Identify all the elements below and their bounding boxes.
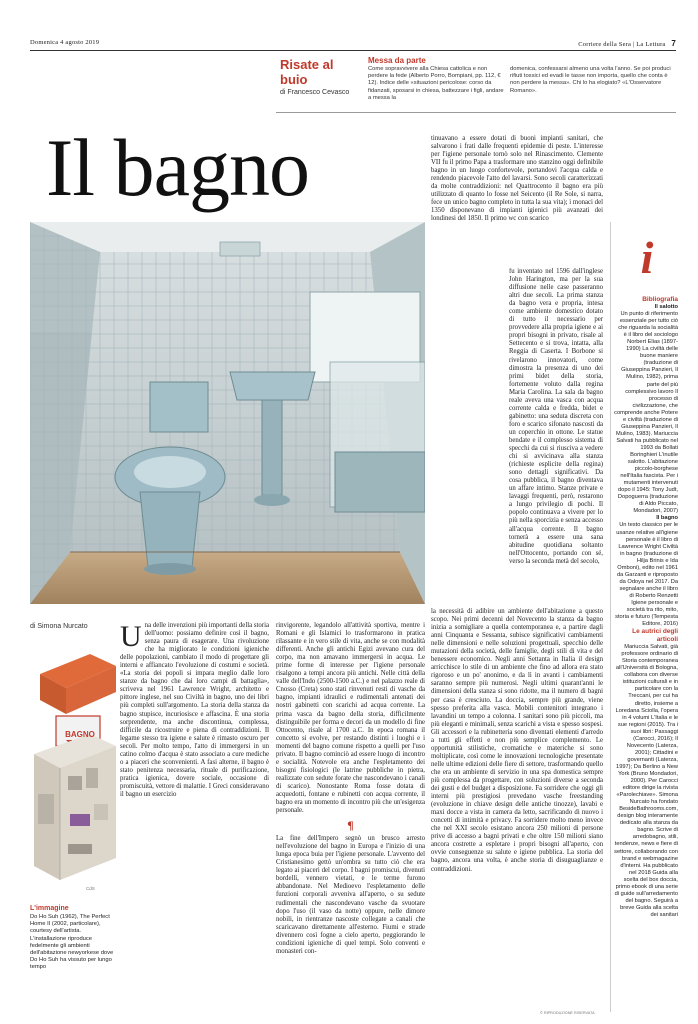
rubric-title: Risate al buio	[280, 57, 334, 87]
article-column-3: la necessità di adibire un ambiente dell'abitazione a questo scopo. Nei primi decenni del Novecento la stanza da bagno inizia a somigliare a quella contemporanea e, a partire dagli anni Cinquanta e Sessanta, subisce significativi cambiamenti nelle dimensioni e nelle soluzioni progettuali, specchio delle mutazioni della società, delle famiglie, degli stili di vita e del benessere economico. Negli anni Settanta in Italia il design arricchisce lo stile di un ambiente che fino ad allora era stato rigoroso e un po' anonimo, e da lì in avanti i cambiamenti saranno sempre più numerosi. Negli ultimi quarant'anni le dimensioni della stanza si sono ridotte, ma il numero di bagni per casa è cresciuto. La doccia, sempre più grande, viene spesso preferita alla vasca. Mobili contenitori integrano i lavandini un tempo a colonna. I sanitari sono più piccoli, ma più eleganti e minimali, senza scarichi a vista e spesso sospesi. Gli accessori e la rubinetteria sono diventati elementi d'arredo a tutti gli effetti e non più semplice complemento. Le opportunità stilistiche, cromatiche e materiche si sono moltiplicate, così come le innovazioni tecnologiche presentate nelle ultime edizioni delle fiere di settore, trasformando quello che era un ambiente di servizio in una spa domestica sempre più complessa da progettare, con soluzioni diverse a seconda dei gusti e del budget a disposizione. Fa sorridere che oggi gli interni più prestigiosi prevedano vasche freestanding (evoluzione in chiave design delle antiche tinozze), lavabi e maxi docce a vista in camera da letto, sacrificando di nuovo i concetti di intimità e privacy. Fa sorridere molto meno invece che nel XXI secolo esistano ancora 250 milioni di persone prive di accesso a bagni privati e che oltre 150 milioni siano ancora costrette a espletare i propri bisogni all'aperto, con ovvie conseguenze su salute e igiene pubblica. La storia del bagno, ancora una volta, è anche storia di disuguaglianze e contraddizioni.	[431, 608, 603, 873]
section-salotto-text: Un punto di riferimento essenziale per tutto ciò che riguarda la socialità è il libro del sociologo Norbert Elias (1897-1990) La civiltà delle buone maniere (traduzione di Giuseppina Panzieri, Il Mulino, 1982), prima parte del più complessivo lavoro Il processo di civilizzazione, che comprende anche Potere e civiltà (traduzione di Giuseppina Panzieri, Il Mulino, 1983). Mariuccia Salvati ha pubblicato nel 1993 da Bollati Boringhieri L'inutile salotto. L'abitazione piccolo-borghese nell'Italia fascista. Per i mutamenti intervenuti dopo il 1945: Tony Judt, Dopoguerra (traduzione di Aldo Piccato, Mondadori, 2007)	[614, 311, 678, 515]
drop-cap: U	[120, 622, 142, 653]
article-column-1	[120, 622, 269, 1015]
section-break-icon: ¶	[347, 818, 354, 833]
authors-text: Mariuccia Salvati, già professore ordinario di Storia contemporanea all'Università di Bologna, collabora con diverse istituzioni culturali e in particolare con la Treccani, per cui ha diretto, insieme a Loredana Sciolla, l'opera in 4 volumi L'Italia e le sue regioni (2015). Tra i suoi libri: Passaggi (Carocci, 2016); Il Novecento (Laterza, 2001); Cittadini e governanti (Laterza, 1997); Da Berlino a New York (Bruno Mondadori, 2000). Per Carocci editore dirige la rivista «Parolechiave». Simona Nurcato ha fondato BesideBathrooms.com, design blog interamente dedicato alla stanza da bagno. Scrive di arredobagno, stili, tendenze, news e fiere di settore, collaborando con brand e webmagazine d'interni. Ha pubblicato nel 2018 Guida alla scelta del box doccia, primo ebook di una serie di guide sull'arredamento del bagno. Seguirà a breve Guida alla scelta dei sanitari	[614, 644, 678, 918]
illustration-credit: CdS	[86, 886, 95, 891]
supplement-name: La Lettura	[636, 41, 666, 48]
header-rule	[30, 50, 676, 51]
bibliography-heading: Bibliografia	[642, 296, 678, 303]
authors-heading: Le autrici degli articoli	[632, 628, 678, 644]
page-number: 7	[671, 39, 676, 48]
copyright-notice: © RIPRODUZIONE RISERVATA	[540, 1011, 595, 1015]
sidebar-divider	[610, 222, 611, 1012]
article-column-2b-text: La fine dell'Impero segnò un brusco arresto nell'evoluzione del bagno in Europa e l'inizio di una lunga epoca buia per l'igiene personale. L'avvento del Cristianesimo gettò un'ombra su tutto ciò che era legato ai piaceri del corpo. I bagni promiscui, divenuti bordelli, vennero vietati, e le terme furono abbandonate. Nel Medioevo l'espletamento delle funzioni corporali avveniva all'aperto, o su sedute rudimentali che nascondevano vasche da svuotare dopo l'uso (il vaso da notte) oppure, nelle dimore nobili, in rientranze nascoste collegate a canali che scaricavano direttamente all'esterno. Fiumi e strade divennero così fogne a cielo aperto, peggiorando le condizioni igieniche di quel tempi. Solo conventi e monasteri con-	[276, 835, 425, 955]
newspaper-name: Corriere della Sera	[578, 41, 632, 48]
article-title: Il bagno	[46, 122, 309, 213]
section-bagno-title: Il bagno	[656, 515, 678, 522]
article-column-2-text: rinvigorente, legandolo all'attività sportiva, mentre i Romani e gli Islamici lo trasformarono in pratica rilassante e in vero stile di vita, anche se con modalità differenti. Anche gli antichi Egizi avevano cura del corpo, ma non amavano immergersi in acqua. Le prime forme di interesse per l'igiene personale risalgono a tempi ancora più antichi. Nelle città della valle dell'Indo (2500-1500 a.C.) e nel palazzo reale di Cnosso (Creta) sono stati rinvenuti resti di vasche da bagno, impianti idraulici e rudimentali antenati dei nostri gabinetti con scarichi ad acqua corrente. La prima vasca da bagno della storia, difficilmente distinguibile per forma e decori da un modello di fine Ottocento, risale al 1700 a.C. In epoca romana il concetto si evolve, per restando distinti i luoghi e i momenti del bagno comune rispetto a quelli per l'uso privato. Il bagno cominciò ad essere luogo di incontro e socialità. Notevole era anche l'espletamento dei bisogni fisiologici (le latrine pubbliche in pietra, realizzate con sedute forate che nascondevano i canali di scarico). Nonostante Roma fosse dotata di acquedotti, fontane e rubinetti con acqua corrente, il bagno era un momento di incontro più che un'esigenza personale.	[276, 622, 425, 815]
messa-text-col1: Come sopravvivere alla Chiesa cattolica e non perdere la fede (Alberto Porro, Bompiani, pp. 112, € 12). Indice delle «situazioni pericolose: corso da fidanzati, sposarsi in chiesa, battezzare i figli, andare a messa la	[368, 66, 504, 101]
bibliography-sidebar	[614, 296, 678, 1014]
newspaper-masthead: Corriere della Sera | La Lettura 7	[578, 39, 676, 48]
article-column-top-1: tinuavano a essere dotati di buoni impianti sanitari, che salvarono i frati dalle frequenti epidemie di peste. L'interesse per l'igiene personale tornò solo nel Rinascimento. Clemente VII fu il primo Papa a trasformare uno stanzino oggi definibile bagno in un luogo confortevole, portandovi l'acqua calda e rendendo piacevole l'atto del lavarsi. Sono secoli caratterizzati da molte contraddizioni: nel Quattrocento il bagno era più utilizzato di quanto lo fosse nel Seicento (il Re Sole, si narra, fece un unico bagno completo in tutta la sua vita); i monaci del 1350 disponevano di impianti igienici più avanzati dei londinesi del 1850. Il primo wc con scarico	[431, 135, 603, 223]
caption-title: L'immagine	[30, 905, 69, 912]
issue-date: Domenica 4 agosto 2019	[30, 39, 100, 46]
messa-title: Messa da parte	[368, 56, 426, 65]
article-author: di Simona Nurcato	[30, 623, 88, 630]
section-salotto-title: Il salotto	[654, 304, 678, 310]
info-icon: i	[640, 232, 654, 283]
rubric-box	[280, 57, 364, 96]
rubric-rule	[276, 112, 676, 113]
article-column-1-text: na delle invenzioni più importanti della storia dell'uomo: possiamo definire così il bagno, senza paura di esagerare. Una rivoluzione che ha migliorato le condizioni igieniche delle popolazioni, cambiato il modo di progettare gli interni e affiancato l'evoluzione di costumi e società. «La storia dei popoli si impara meglio dalle loro stanze da bagno che dai loro campi di battaglia», scriveva nel 1961 Lawrence Wright, architetto e pittore inglese, nel suo Civiltà in bagno, uno dei libri più completi sull'argomento. La storia della stanza da bagno stupisce, incuriosisce e affascina. È una storia sorprendente, ma anche discontinua, complessa, difficile da ricostruire e piena di contraddizioni. Il legame stesso tra igiene e salute è rimasto oscuro per secoli. Per molto tempo, l'atto di immergersi in un catino colmo d'acqua è stato associato a cure mediche o a piaceri che sconvenienti. A fasi alterne, il bagno è stato penitenza necessaria, rituale di purificazione, pratica igienica, dovere sociale, occasione di promiscuità, vettore di malattie. I Greci consideravano il bagno un esercizio	[120, 622, 269, 798]
bathroom-installation-photo	[30, 222, 425, 604]
article-column-top-2: fu inventato nel 1596 dall'inglese John Harington, ma per la sua diffusione nelle case passeranno altri due secoli. La prima stanza da bagno vera e propria, intesa come ambiente domestico dotato di tutto il necessario per provvedere alla propria igiene e ai propri bisogni in privato, risale al Settecento e si trova, intatta, alla Reggia di Caserta. I Borbone si rivelarono innovatori, come dimostra la presenza di uno dei primi bidet della storia, fortemente voluto dalla regina Maria Carolina. La sala da bagno reale aveva una vasca con acqua corrente calda e fredda, bidet e gabinetto: una seduta discreta con foro e scarico sifonato nascosti da un coperchio in ottone. Le statue bendate e il complesso sistema di specchi da cui si riusciva a vedere chi si avvicinava alla stanza (richieste esplicite della regina) sono dettagli significativi. Da cosa pubblica, il bagno diventava un affare intimo. Stanze private e lavaggi frequenti, però, restarono a lungo privilegio di pochi. Il popolo continuava a vivere per lo più nella sporcizia e senza accesso all'acqua corrente. Il bagno tornerà a essere una sana abitudine quotidiana soltanto nell'Ottocento, portando con sé, verso la seconda metà del secolo,	[509, 268, 603, 565]
section-bagno-text: Un testo classico per le usanze relative all'igiene personale è il libro di Lawrence Wright Civiltà in bagno (traduzione di Hilja Brinis e Ida Omboni), edito nel 1961 da Garzanti e riproposto da Odoya nel 2017. Da segnalare anche il libro di Roberto Renzetti Igiene personale e società tra rito, mito, storia e futuro (Tempesta Editore, 2016)	[615, 522, 678, 628]
page-header	[30, 39, 676, 49]
rubric-byline: di Francesco Cevasco	[280, 89, 350, 96]
house-illustration	[30, 644, 116, 896]
bathroom-sign: BAGNO	[65, 730, 95, 739]
article-column-2	[276, 622, 425, 1015]
caption-text: Do Ho Suh (1962), The Perfect Home II (2002, particolare), courtesy dell'artista. L'installazione riproduce fedelmente gli ambienti dell'abitazione newyorkese dove Do Ho Suh ha vissuto per lungo tempo	[30, 914, 114, 971]
messa-text-col2: domenica, confessarsi almeno una volta l'anno. Se poi produci rifiuti tossici ed evadi le tasse non importa, quello che conta è non perdere la messa». Chi lo ha elogiato? «L'Osservatore Romano».	[510, 66, 671, 94]
